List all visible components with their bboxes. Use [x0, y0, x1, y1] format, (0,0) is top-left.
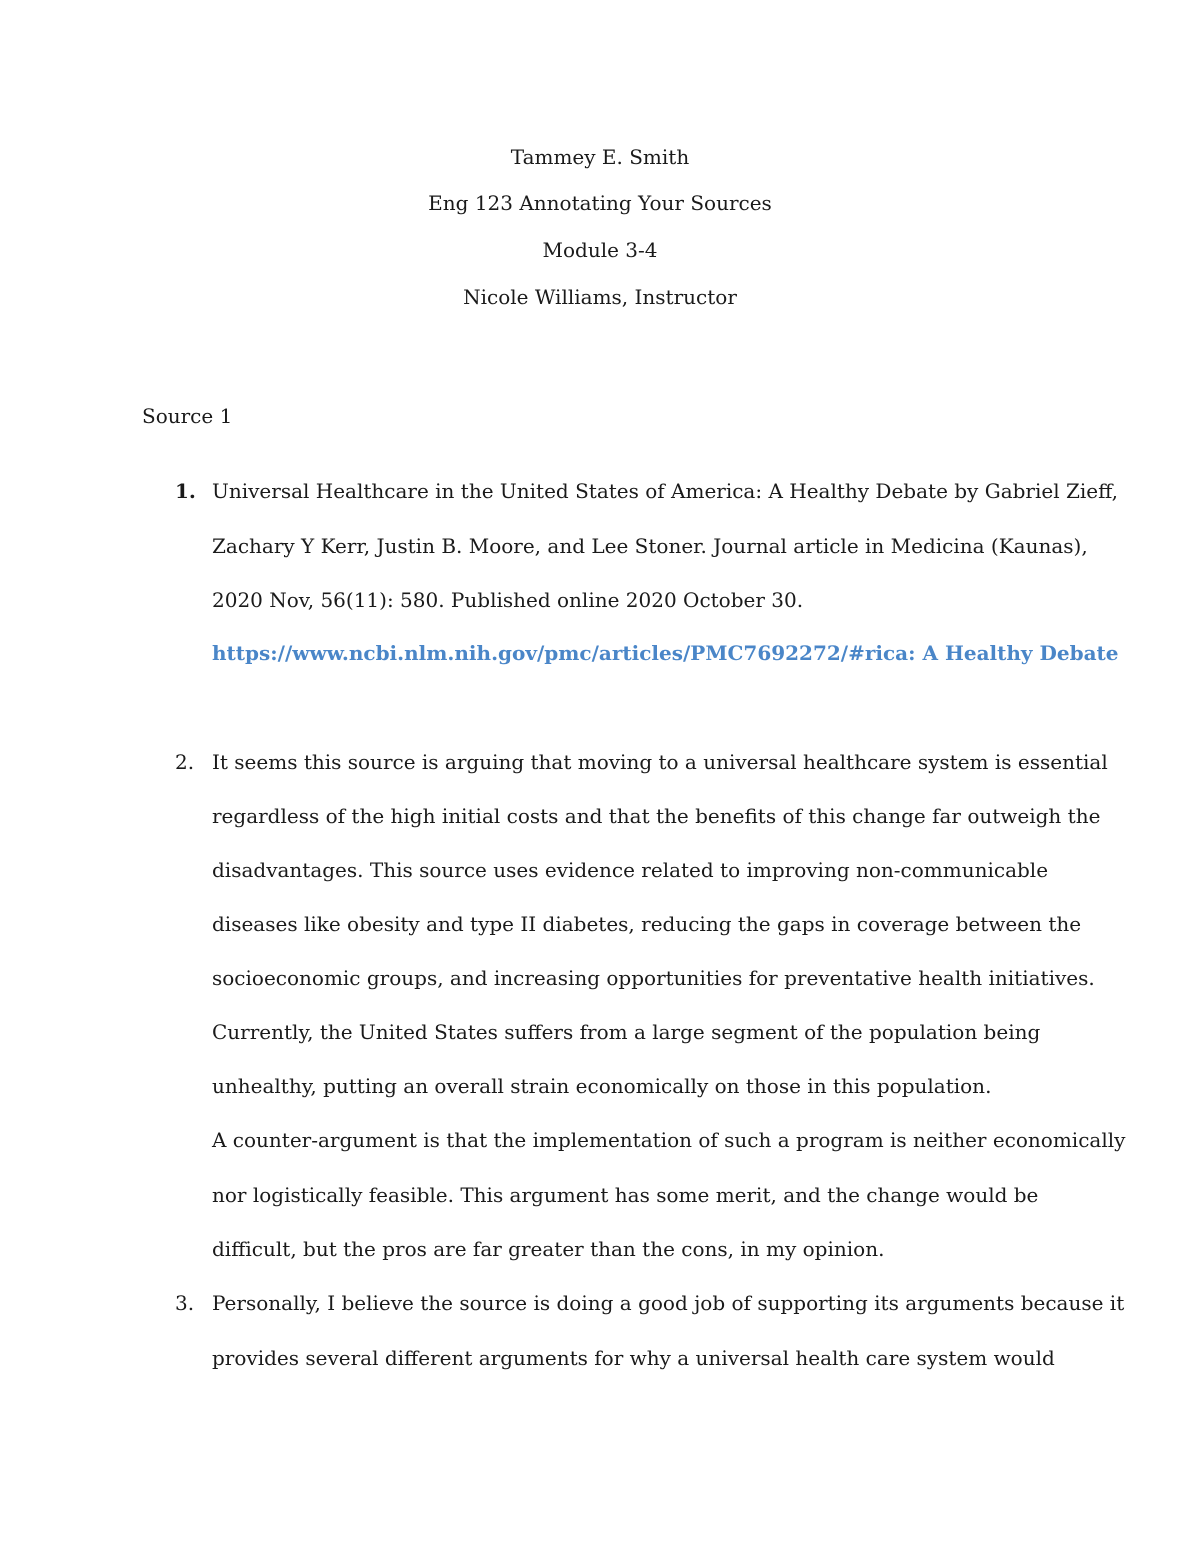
list-number-2: 2.	[175, 750, 195, 774]
paragraph-line: A counter-argument is that the implementation of such a program is neither economically	[212, 1128, 1126, 1152]
list-number-1: 1.	[175, 479, 196, 503]
instructor-name: Nicole Williams, Instructor	[463, 285, 737, 309]
paragraph-line: nor logistically feasible. This argument has some merit, and the change would be	[212, 1183, 1039, 1207]
paragraph-line: It seems this source is arguing that moving to a universal healthcare system is essential	[212, 750, 1108, 774]
paragraph-line: disadvantages. This source uses evidence related to improving non-communicable	[212, 858, 1049, 882]
citation-line-1: Universal Healthcare in the United States of America: A Healthy Debate by Gabriel Zieff,	[212, 479, 1118, 503]
source-heading: Source 1	[142, 404, 233, 428]
paragraph-line: difficult, but the pros are far greater than the cons, in my opinion.	[212, 1237, 885, 1261]
paragraph-line: Currently, the United States suffers from a large segment of the population being	[212, 1020, 1041, 1044]
module-label: Module 3-4	[542, 238, 658, 262]
paragraph-line: regardless of the high initial costs and that the benefits of this change far outweigh the	[212, 804, 1101, 828]
paragraph-line: socioeconomic groups, and increasing opportunities for preventative health initiatives.	[212, 966, 1095, 990]
paragraph-line: diseases like obesity and type II diabetes, reducing the gaps in coverage between the	[212, 912, 1082, 936]
citation-line-2: Zachary Y Kerr, Justin B. Moore, and Lee Stoner. Journal article in Medicina (Kaunas),	[212, 534, 1088, 558]
citation-line-3: 2020 Nov, 56(11): 580. Published online 2020 October 30.	[212, 588, 804, 612]
list-number-3: 3.	[175, 1291, 195, 1315]
source-link[interactable]: https://www.ncbi.nlm.nih.gov/pmc/articles/PMC7692272/#rica: A Healthy Debate	[212, 641, 1119, 665]
course-title: Eng 123 Annotating Your Sources	[428, 191, 772, 215]
paragraph-line: Personally, I believe the source is doing a good job of supporting its arguments because it	[212, 1291, 1125, 1315]
paragraph-line: unhealthy, putting an overall strain economically on those in this population.	[212, 1074, 992, 1098]
author-name: Tammey E. Smith	[510, 145, 690, 169]
paragraph-line: provides several different arguments for why a universal health care system would	[212, 1346, 1055, 1370]
